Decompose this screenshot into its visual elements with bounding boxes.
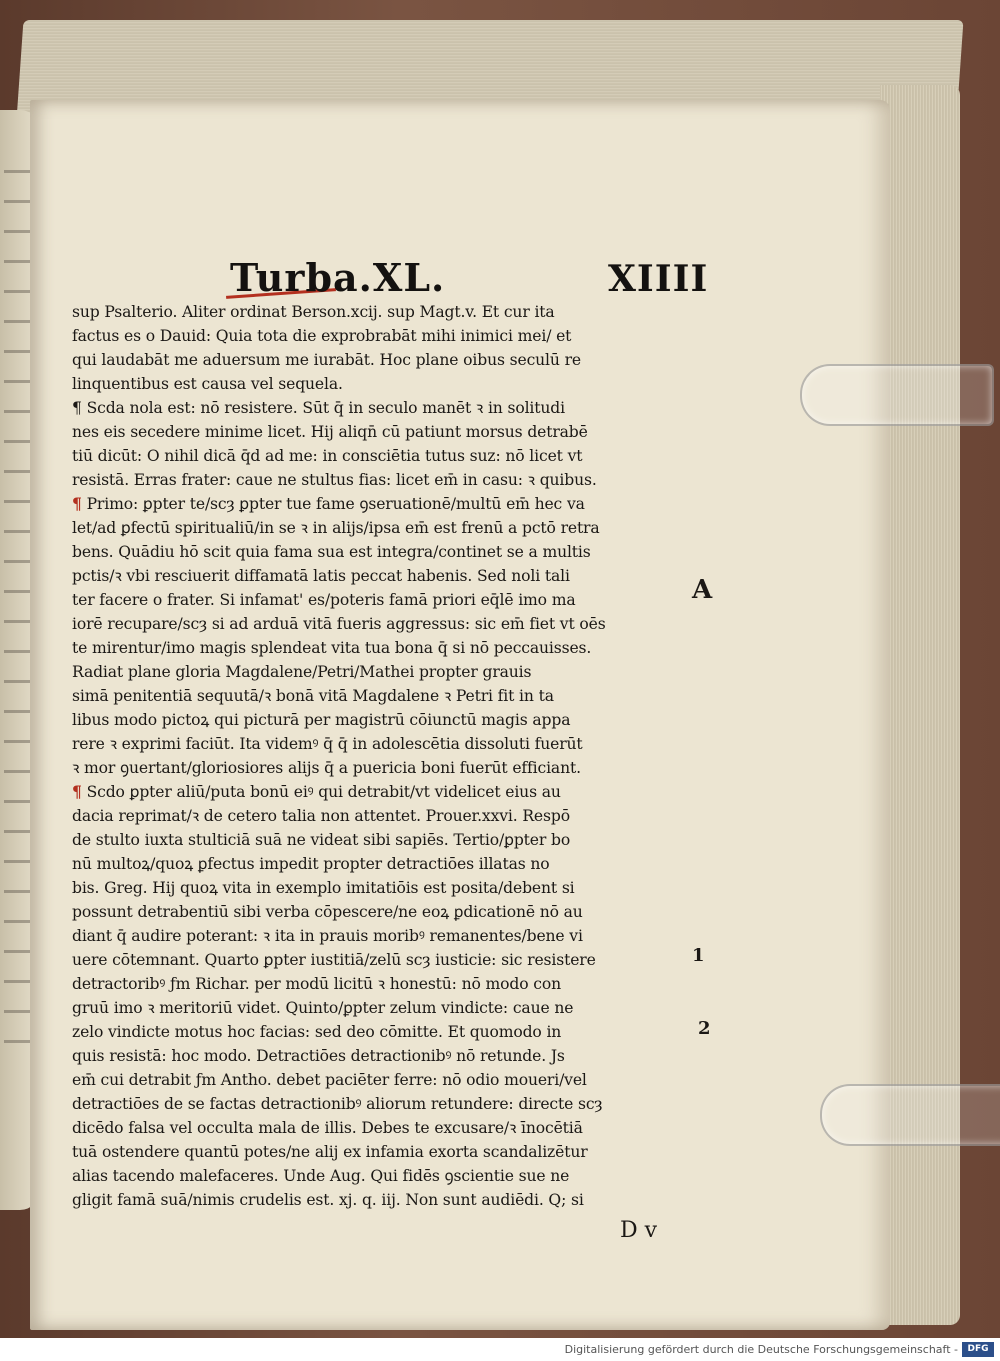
- text-line: ter facere o frater. Si infamat' es/poteris famā priori eq̄lē imo ma: [72, 591, 576, 609]
- text-line: simā penitentiā sequutā/ꝛ bonā vitā Magdalene ꝛ Petri fit in ta: [72, 687, 554, 705]
- text-line: pctis/ꝛ vbi resciuerit diffamatā latis peccat habenis. Sed noli tali: [72, 567, 570, 585]
- running-title: Turba.XL.: [230, 255, 446, 300]
- text-line: diant q̄ audire poterant: ꝛ ita in prauis moribꝰ remanentes/bene vi: [72, 927, 583, 945]
- text-line: uere cōtemnant. Quarto ꝑpter iustitiā/zelū scȝ iusticie: sic resistere: [72, 951, 596, 969]
- text-line: rere ꝛ exprimi faciūt. Ita videmꝰ q̄ q̄ in adolescētia dissoluti fuerūt: [72, 735, 583, 753]
- text-line: detractiōes de se factas detractionibꝰ aliorum retundere: directe scȝ: [72, 1095, 603, 1113]
- text-line: detractoribꝰ ƒm Richar. per modū licitū ꝛ honestū: nō modo con: [72, 975, 561, 993]
- page-clip-bottom: [820, 1084, 1000, 1146]
- dfg-logo: DFG: [962, 1342, 994, 1357]
- rubric-pilcrow: ¶: [72, 782, 82, 801]
- text-line: sup Psalterio. Aliter ordinat Berson.xcij. sup Magt.v. Et cur ita: [72, 303, 555, 321]
- text-line: dacia reprimat/ꝛ de cetero talia non attentet. Prouer.xxvi. Respō: [72, 807, 570, 825]
- text-line: Radiat plane gloria Magdalene/Petri/Mathei propter grauis: [72, 663, 532, 681]
- text-line: de stulto iuxta stulticiā suā ne videat sibi sapiēs. Tertio/ꝑpter bo: [72, 831, 571, 849]
- book-page: [30, 100, 890, 1330]
- text-line: ¶ Scdo ꝑpter aliū/puta bonū eiꝰ qui detrabit/vt videlicet eius au: [72, 782, 561, 801]
- text-line: ꝛ mor ꝯuertant/gloriosiores alijs q̄ a puericia boni fuerūt efficiant.: [72, 759, 581, 777]
- text-line: nes eis secedere minime licet. Hij aliqn̄ cū patiunt morsus detrabē: [72, 423, 588, 441]
- footer-credit: Digitalisierung gefördert durch die Deutsche Forschungsgemeinschaft -: [564, 1343, 958, 1356]
- text-line: quis resistā: hoc modo. Detractiōes detractionibꝰ nō retunde. Js: [72, 1047, 565, 1065]
- text-line: te mirentur/imo magis splendeat vita tua bona q̄ si nō peccauisses.: [72, 639, 592, 657]
- text-line: libus modo pictoꝝ qui picturā per magistrū cōiunctū magis appa: [72, 711, 571, 729]
- text-line: alias tacendo malefaceres. Unde Aug. Qui fidēs ꝯscientie sue ne: [72, 1167, 570, 1185]
- margin-note-a: A: [692, 575, 713, 605]
- text-line: dicēdo falsa vel occulta mala de illis. Debes te excusare/ꝛ īnocētiā: [72, 1119, 583, 1137]
- text-line: gruū imo ꝛ meritoriū videt. Quinto/ꝑpter zelum vindicte: caue ne: [72, 999, 574, 1017]
- text-line: let/ad ꝑfectū spiritualiū/in se ꝛ in alijs/ipsa em̄ est frenū a pctō retra: [72, 519, 600, 537]
- text-line: tiū dicūt: O nihil dicā q̄d ad me: in consciētia tutus suz: nō licet vt: [72, 447, 583, 465]
- text-line: qui laudabāt me aduersum me iurabāt. Hoc plane oibus seculū re: [72, 351, 581, 369]
- margin-note-1: 1: [692, 945, 705, 966]
- folio-number: XIIII: [608, 258, 709, 300]
- text-line: iorē recupare/scȝ si ad arduā vitā fueris aggressus: sic em̄ fiet vt oēs: [72, 615, 606, 633]
- text-line: bens. Quādiu hō scit quia fama sua est integra/continet se a multis: [72, 543, 591, 561]
- text-line: em̄ cui detrabit ƒm Antho. debet paciēter ferre: nō odio moueri/vel: [72, 1071, 587, 1089]
- page-clip-top: [800, 364, 994, 426]
- text-line: factus es o Dauid: Quia tota die exprobrabāt mihi inimici mei/ et: [72, 327, 572, 345]
- text-line: gligit famā suā/nimis crudelis est. xj. q. iij. Non sunt audiēdi. Q; si: [72, 1191, 584, 1209]
- text-line: nū multoꝝ/quoꝝ ꝑfectus impedit propter detractiōes illatas no: [72, 855, 550, 873]
- text-line: linquentibus est causa vel sequela.: [72, 375, 343, 393]
- text-line: possunt detrabentiū sibi verba cōpescere/ne eoꝝ ꝑdicationē nō au: [72, 903, 583, 921]
- text-line: tuā ostendere quantū potes/ne alij ex infamia exorta scandalizētur: [72, 1143, 588, 1161]
- text-line: zelo vindicte motus hoc facias: sed deo cōmitte. Et quomodo in: [72, 1023, 562, 1041]
- text-line: ¶ Scda nola est: nō resistere. Sūt q̄ in seculo manēt ꝛ in solitudi: [72, 399, 565, 417]
- text-line: ¶ Primo: ꝑpter te/scȝ ꝑpter tue fame ꝯseruationē/multū em̄ hec va: [72, 494, 585, 513]
- text-line: resistā. Erras frater: caue ne stultus fias: licet em̄ in casu: ꝛ quibus.: [72, 471, 597, 489]
- footer-bar: [0, 1338, 1000, 1361]
- rubric-pilcrow: ¶: [72, 494, 82, 513]
- text-column: [72, 300, 722, 1212]
- signature-mark: D v: [620, 1218, 658, 1243]
- margin-note-2: 2: [698, 1018, 711, 1039]
- text-line: bis. Greg. Hij quoꝝ vita in exemplo imitatiōis est posita/debent si: [72, 879, 575, 897]
